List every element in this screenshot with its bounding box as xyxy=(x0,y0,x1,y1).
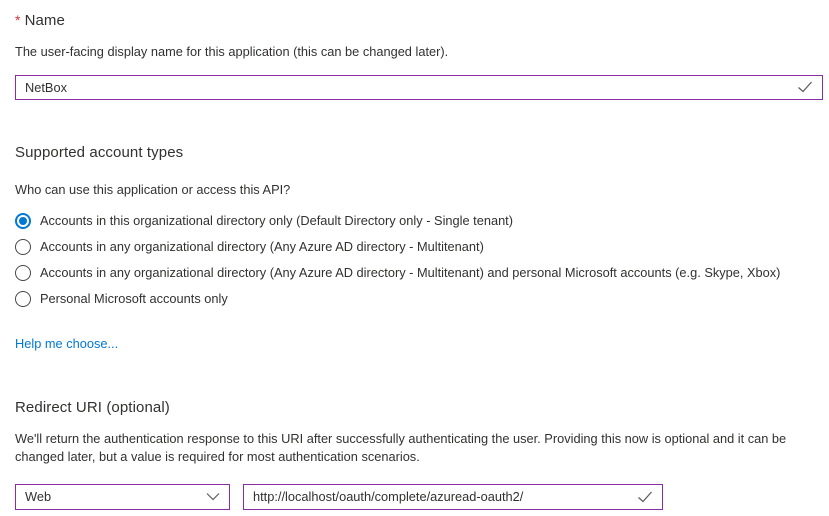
redirect-uri-section xyxy=(15,399,815,510)
radio-label: Accounts in any organizational directory (Any Azure AD directory - Multitenant) xyxy=(40,239,484,255)
radio-label: Accounts in any organizational directory (Any Azure AD directory - Multitenant) and personal Microsoft accounts (e.g. Skype, Xbox) xyxy=(40,265,781,281)
chevron-down-icon xyxy=(206,492,220,501)
account-types-question: Who can use this application or access this API? xyxy=(15,181,291,197)
radio-single-tenant[interactable] xyxy=(15,208,815,234)
radio-multitenant[interactable] xyxy=(15,234,815,260)
redirect-uri-title: Redirect URI (optional) xyxy=(15,398,170,416)
check-icon xyxy=(637,491,653,503)
radio-label: Accounts in this organizational directory only (Default Directory only - Single tenant) xyxy=(40,213,513,229)
check-icon xyxy=(797,81,813,93)
supported-account-types-section xyxy=(15,144,815,353)
redirect-uri-field[interactable] xyxy=(243,484,663,510)
app-name-field[interactable] xyxy=(15,75,823,100)
radio-personal-only[interactable] xyxy=(15,286,815,312)
account-types-title: Supported account types xyxy=(15,143,184,161)
redirect-uri-input[interactable] xyxy=(253,489,637,504)
app-name-input[interactable] xyxy=(25,80,797,95)
redirect-uri-controls xyxy=(15,484,815,510)
platform-selected-value: Web xyxy=(25,489,52,505)
radio-unselected-icon[interactable] xyxy=(15,239,31,255)
account-types-radio-group xyxy=(15,208,815,312)
redirect-uri-description: We'll return the authentication response to this URI after successfully authenticating the user. Providing this now is optional and it can be changed later, but a value is required for most authentication scenarios. xyxy=(15,430,787,465)
help-me-choose-link[interactable]: Help me choose... xyxy=(15,335,119,351)
name-section-title xyxy=(15,12,815,29)
name-description: The user-facing display name for this application (this can be changed later). xyxy=(15,44,449,59)
radio-unselected-icon[interactable] xyxy=(15,291,31,307)
radio-unselected-icon[interactable] xyxy=(15,265,31,281)
radio-label: Personal Microsoft accounts only xyxy=(40,291,228,307)
name-title-text: Name xyxy=(24,12,65,29)
required-asterisk: * xyxy=(15,12,21,28)
radio-multitenant-personal[interactable] xyxy=(15,260,815,286)
name-section xyxy=(15,12,815,100)
platform-select-dropdown[interactable] xyxy=(15,484,230,510)
radio-selected-icon[interactable] xyxy=(15,213,31,229)
